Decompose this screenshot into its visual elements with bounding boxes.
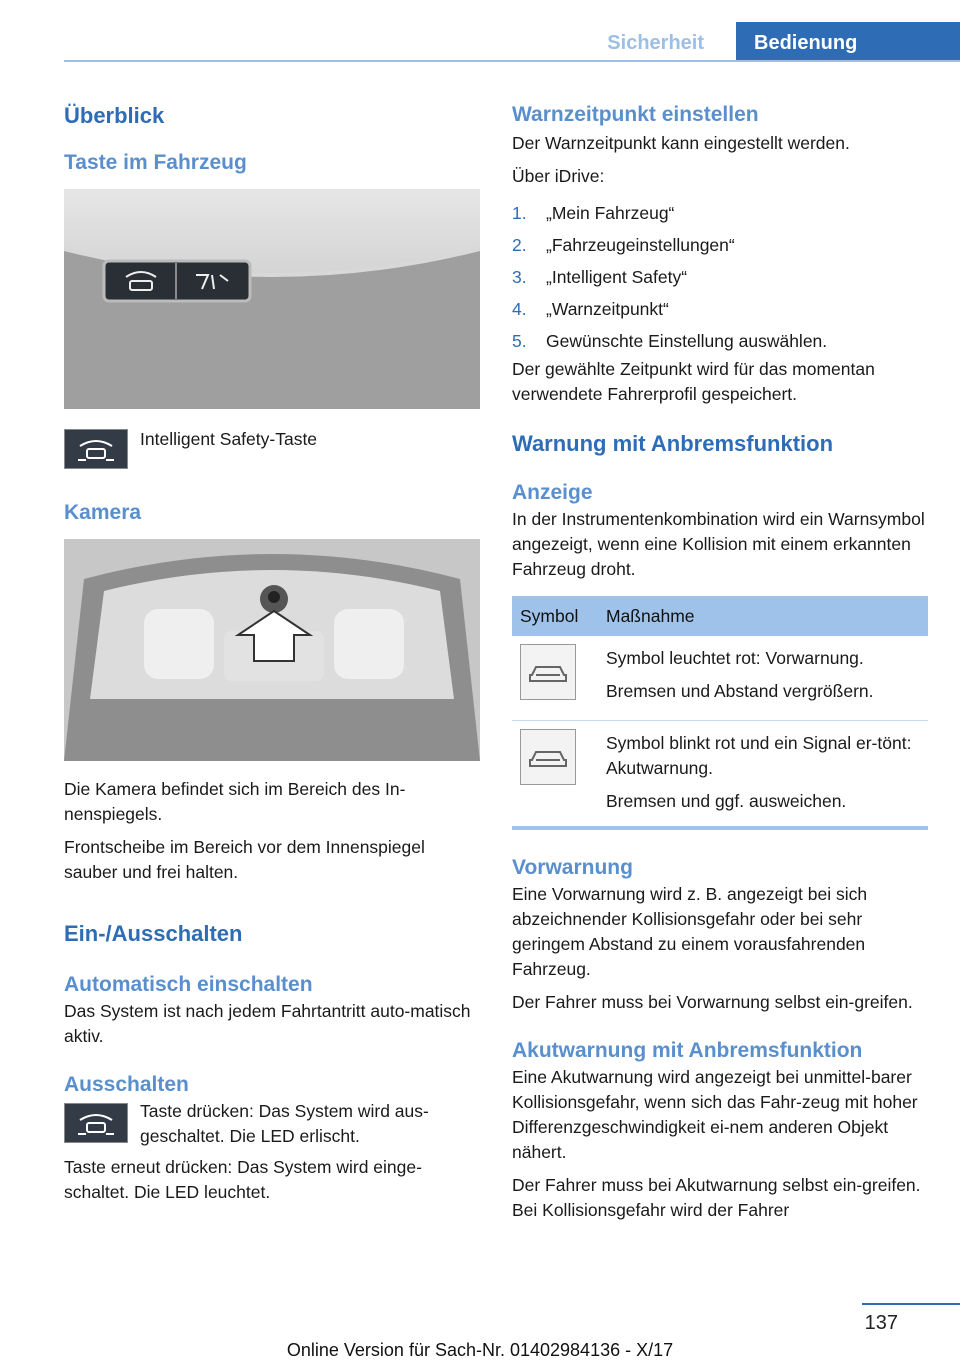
off-text-1: Taste drücken: Das System wird aus-geschaltet. Die LED erlischt. xyxy=(140,1101,429,1146)
left-column xyxy=(64,95,482,1205)
auto-on-text: Das System ist nach jedem Fahrtantritt auto-matisch aktiv. xyxy=(64,1001,471,1046)
table-header-symbol: Symbol xyxy=(512,596,605,636)
tab-sicherheit[interactable]: Sicherheit xyxy=(607,32,704,54)
idrive-steps xyxy=(512,201,928,361)
acute-warning-text-1: Eine Akutwarnung wird angezeigt bei unmittel-barer Kollisionsgefahr, wenn sich das Fahr-zeug mit hoher Differenzgeschwindigkeit ei-nem anderen Objekt nähert. xyxy=(512,1067,918,1162)
intelligent-safety-icon xyxy=(64,1103,128,1143)
warning-time-text-2: Über iDrive: xyxy=(512,166,605,186)
car-warning-icon xyxy=(520,729,576,785)
table-row xyxy=(512,636,928,721)
heading-auto-on: Automatisch einschalten xyxy=(64,973,313,996)
table-header-action: Maßnahme xyxy=(605,596,928,636)
off-text-2: Taste erneut drücken: Das System wird einge-schaltet. Die LED leuchtet. xyxy=(64,1157,422,1202)
pre-warning-text-1: Eine Vorwarnung wird z. B. angezeigt bei sich abzeichnender Kollisionsgefahr oder bei sehr geringem Abstand zu einem vorausfahrenden Fahrzeug. xyxy=(512,884,868,979)
display-text: In der Instrumentenkombination wird ein Warnsymbol angezeigt, wenn eine Kollision mit einem erkannten Fahrzeug droht. xyxy=(512,509,925,579)
heading-warning-time: Warnzeitpunkt einstellen xyxy=(512,103,759,126)
heading-button-in-vehicle: Taste im Fahrzeug xyxy=(64,151,247,174)
camera-photo xyxy=(64,539,480,761)
heading-warning-braking: Warnung mit Anbremsfunktion xyxy=(512,431,834,456)
row2-action-1: Symbol blinkt rot und ein Signal er-tönt: Akutwarnung. xyxy=(606,733,912,778)
symbol-table xyxy=(512,596,928,822)
pre-warning-text-2: Der Fahrer muss bei Vorwarnung selbst ein-greifen. xyxy=(512,992,913,1012)
table-row xyxy=(512,721,928,823)
list-item: 2. „Fahrzeugeinstellungen“ xyxy=(512,235,735,255)
list-item: 3. „Intelligent Safety“ xyxy=(512,267,688,287)
heading-on-off: Ein-/Ausschalten xyxy=(64,921,243,946)
row1-action-1: Symbol leuchtet rot: Vorwarnung. xyxy=(606,648,864,668)
page-number: 137 xyxy=(864,1312,898,1334)
tab-bedienung[interactable]: Bedienung xyxy=(736,22,960,62)
row2-action-2: Bremsen und ggf. ausweichen. xyxy=(606,791,847,811)
header-rule xyxy=(64,60,960,62)
button-caption: Intelligent Safety-Taste xyxy=(140,429,318,449)
heading-display: Anzeige xyxy=(512,481,593,504)
row1-action-2: Bremsen und Abstand vergrößern. xyxy=(606,681,874,701)
header-bar xyxy=(64,22,960,62)
camera-text-2: Frontscheibe im Bereich vor dem Innenspiegel sauber und frei halten. xyxy=(64,837,425,882)
list-item: 1. „Mein Fahrzeug“ xyxy=(512,203,675,223)
camera-text-1: Die Kamera befindet sich im Bereich des In-nenspiegels. xyxy=(64,779,406,824)
heading-camera: Kamera xyxy=(64,501,142,524)
heading-pre-warning: Vorwarnung xyxy=(512,856,633,879)
list-item: 4. „Warnzeitpunkt“ xyxy=(512,299,669,319)
heading-off: Ausschalten xyxy=(64,1073,189,1096)
intelligent-safety-icon xyxy=(64,429,128,469)
online-version-note: Online Version für Sach-Nr. 01402984136 - X/17 xyxy=(286,1340,674,1360)
table-end-rule xyxy=(512,826,928,830)
right-column xyxy=(512,95,928,1223)
car-warning-icon xyxy=(520,644,576,700)
warning-time-text-3: Der gewählte Zeitpunkt wird für das momentan verwendete Fahrerprofil gespeichert. xyxy=(512,359,875,404)
heading-overview: Überblick xyxy=(64,103,165,128)
footer-rule xyxy=(862,1303,960,1305)
acute-warning-text-2: Der Fahrer muss bei Akutwarnung selbst ein-greifen. Bei Kollisionsgefahr wird der Fahrer xyxy=(512,1175,921,1220)
button-panel-photo xyxy=(64,189,480,409)
heading-acute-warning: Akutwarnung mit Anbremsfunktion xyxy=(512,1039,863,1062)
list-item: 5. Gewünschte Einstellung auswählen. xyxy=(512,331,828,351)
warning-time-text-1: Der Warnzeitpunkt kann eingestellt werden. xyxy=(512,133,850,153)
